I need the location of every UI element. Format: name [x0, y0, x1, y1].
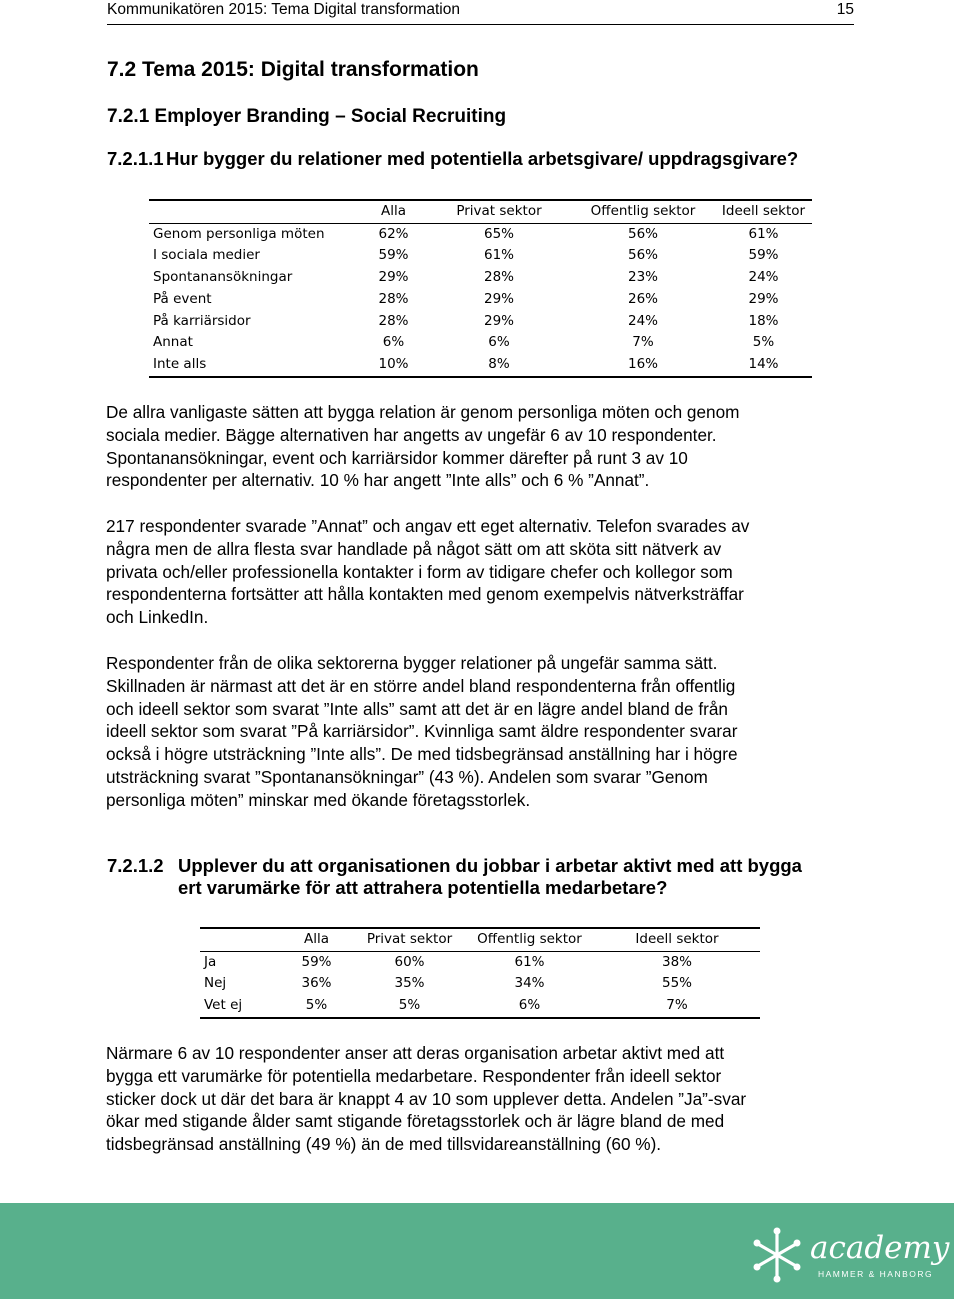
header-cell: Alla — [279, 928, 354, 951]
row-label: I sociala medier — [153, 247, 260, 264]
header-cell: Ideell sektor — [715, 200, 812, 223]
cell: 7% — [632, 334, 654, 351]
cell: 34% — [514, 975, 545, 992]
header-cell — [149, 200, 360, 223]
cell: 59% — [748, 247, 779, 264]
academy-logo-icon — [752, 1226, 802, 1284]
heading-text-line: Upplever du att organisationen du jobbar i arbetar aktivt med att bygga — [178, 855, 802, 876]
table-row — [149, 311, 812, 333]
table-header-row — [200, 928, 760, 951]
cell: 14% — [715, 354, 812, 377]
text-line: privata och/eller professionella kontakter i form av tidigare chefer och kollegor som — [106, 561, 733, 582]
cell: 5% — [752, 334, 775, 351]
table-row — [149, 245, 812, 267]
text-line: De allra vanligaste sätten att bygga relation är genom personliga möten och genom — [106, 402, 740, 422]
text-line: ökar med stigande ålder samt stigande företagsstorlek och är lägre bland de med — [106, 1111, 725, 1132]
text-line: 217 respondenter svarade ”Annat” och angav ett eget alternativ. Telefon svarades av — [106, 516, 750, 536]
table-row — [149, 354, 812, 377]
paragraph-summary — [106, 401, 866, 492]
header-cell: Alla — [360, 200, 427, 223]
row-label: Annat — [153, 334, 193, 351]
cell: 61% — [748, 225, 779, 242]
cell: 6% — [465, 995, 594, 1018]
relations-table — [149, 199, 812, 378]
paragraph-employer-brand — [106, 1042, 866, 1156]
table-row — [149, 267, 812, 289]
text-line: respondenterna fortsätter att hålla kontakten med genom exempelvis nätverksträffar — [106, 584, 744, 605]
heading-number: 7.2.1.1 — [107, 148, 164, 169]
text-line: sociala medier. Bägge alternativen har angetts av ungefär 6 av 10 respondenter. — [106, 424, 717, 445]
text-line: respondenter per alternativ. 10 % har angett ”Inte alls” och 6 % ”Annat”. — [106, 470, 650, 491]
text-line: bygga ett varumärke för potentiella medarbetare. Respondenter från ideell sektor — [106, 1065, 722, 1086]
cell: 28% — [378, 312, 409, 329]
table-row — [149, 223, 812, 245]
cell: 38% — [661, 953, 692, 970]
row-label: Ja — [204, 953, 217, 970]
cell: 7% — [594, 995, 760, 1018]
text-line: utsträckning svarat ”Spontanansökningar” (43 %). Andelen som svarar ”Genom — [106, 766, 708, 787]
table-row — [149, 289, 812, 311]
employer-brand-table — [200, 927, 760, 1019]
cell: 35% — [394, 975, 425, 992]
cell: 8% — [427, 354, 571, 377]
cell: 36% — [301, 975, 332, 992]
cell: 28% — [483, 269, 514, 286]
text-line: och ideell sektor som svarat ”Inte alls” samt att det är en lägre andel bland de från — [106, 698, 728, 719]
text-line: också i högre utsträckning ”Inte alls”. De med tidsbegränsad anställning har i högre — [106, 744, 738, 765]
academy-brand-subtitle: HAMMER & HANBORG — [818, 1269, 934, 1279]
cell: 59% — [378, 247, 409, 264]
table-row — [149, 332, 812, 354]
cell: 29% — [483, 290, 514, 307]
heading-7-2-1-1 — [107, 148, 798, 170]
cell: 61% — [483, 247, 514, 264]
cell: 29% — [748, 290, 779, 307]
cell: 23% — [627, 269, 658, 286]
header-cell: Ideell sektor — [594, 928, 760, 951]
row-label: Nej — [204, 975, 227, 992]
heading-7-2-1: 7.2.1 Employer Branding – Social Recruiting — [107, 106, 507, 127]
cell: 28% — [378, 290, 409, 307]
cell: 60% — [394, 953, 425, 970]
text-line: några men de allra flesta svar handlade på något sätt om att sköta sitt nätverk av — [106, 538, 722, 559]
cell: 6% — [382, 334, 405, 351]
header-cell — [200, 928, 279, 951]
header-title: Kommunikatören 2015: Tema Digital transformation — [107, 1, 460, 18]
text-line: sticker dock ut där det bara är knappt 4 av 10 som upplever detta. Andelen ”Ja”-svar — [106, 1088, 747, 1109]
row-label: Vet ej — [200, 995, 279, 1018]
cell: 16% — [571, 354, 715, 377]
table-row — [200, 973, 760, 995]
cell: 6% — [488, 334, 510, 351]
cell: 24% — [748, 269, 779, 286]
table-row — [200, 995, 760, 1018]
text-line: ideell sektor som svarat ”På karriärsidor”. Kvinnliga samt äldre respondenter svarar — [106, 721, 738, 742]
cell: 59% — [301, 953, 332, 970]
heading-number: 7.2.1.2 — [107, 855, 164, 876]
text-line: Spontanansökningar, event och karriärsidor kommer därefter på runt 3 av 10 — [106, 447, 688, 468]
paragraph-other — [106, 515, 866, 629]
page-header — [107, 0, 854, 25]
text-line: Skillnaden är närmast att det är en större andel bland respondenterna från offentlig — [106, 675, 736, 696]
text-line: Respondenter från de olika sektorerna bygger relationer på ungefär samma sätt. — [106, 653, 718, 673]
cell: 29% — [483, 312, 514, 329]
heading-7-2: 7.2 Tema 2015: Digital transformation — [107, 58, 479, 81]
academy-brand-text: academy — [810, 1230, 950, 1266]
heading-text-line: ert varumärke för att attrahera potentiella medarbetare? — [178, 877, 668, 898]
cell: 29% — [378, 269, 409, 286]
header-cell: Privat sektor — [354, 928, 465, 951]
text-line: personliga möten” minskar med ökande företagsstorlek. — [106, 789, 531, 810]
row-label: Inte alls — [149, 354, 360, 377]
header-cell: Privat sektor — [427, 200, 571, 223]
row-label: På event — [153, 290, 212, 307]
cell: 18% — [748, 312, 779, 329]
cell: 10% — [360, 354, 427, 377]
table-row — [200, 951, 760, 973]
paragraph-sectors — [106, 652, 866, 812]
row-label: Spontanansökningar — [153, 269, 293, 286]
row-label: Genom personliga möten — [153, 225, 325, 242]
cell: 65% — [483, 225, 514, 242]
row-label: På karriärsidor — [153, 312, 251, 329]
table-header-row — [149, 200, 812, 223]
header-cell: Offentlig sektor — [465, 928, 594, 951]
page-number: 15 — [836, 1, 854, 18]
cell: 55% — [661, 975, 692, 992]
text-line: tidsbegränsad anställning (49 %) än de med tillsvidareanställning (60 %). — [106, 1134, 662, 1155]
cell: 5% — [279, 995, 354, 1018]
cell: 61% — [514, 953, 545, 970]
cell: 24% — [627, 312, 658, 329]
cell: 26% — [627, 290, 658, 307]
cell: 56% — [627, 247, 658, 264]
cell: 5% — [354, 995, 465, 1018]
cell: 56% — [627, 225, 658, 242]
heading-text: Hur bygger du relationer med potentiella arbetsgivare/ uppdragsgivare? — [166, 148, 799, 169]
header-cell: Offentlig sektor — [571, 200, 715, 223]
cell: 62% — [378, 225, 409, 242]
text-line: och LinkedIn. — [106, 607, 209, 628]
text-line: Närmare 6 av 10 respondenter anser att deras organisation arbetar aktivt med att — [106, 1043, 725, 1063]
